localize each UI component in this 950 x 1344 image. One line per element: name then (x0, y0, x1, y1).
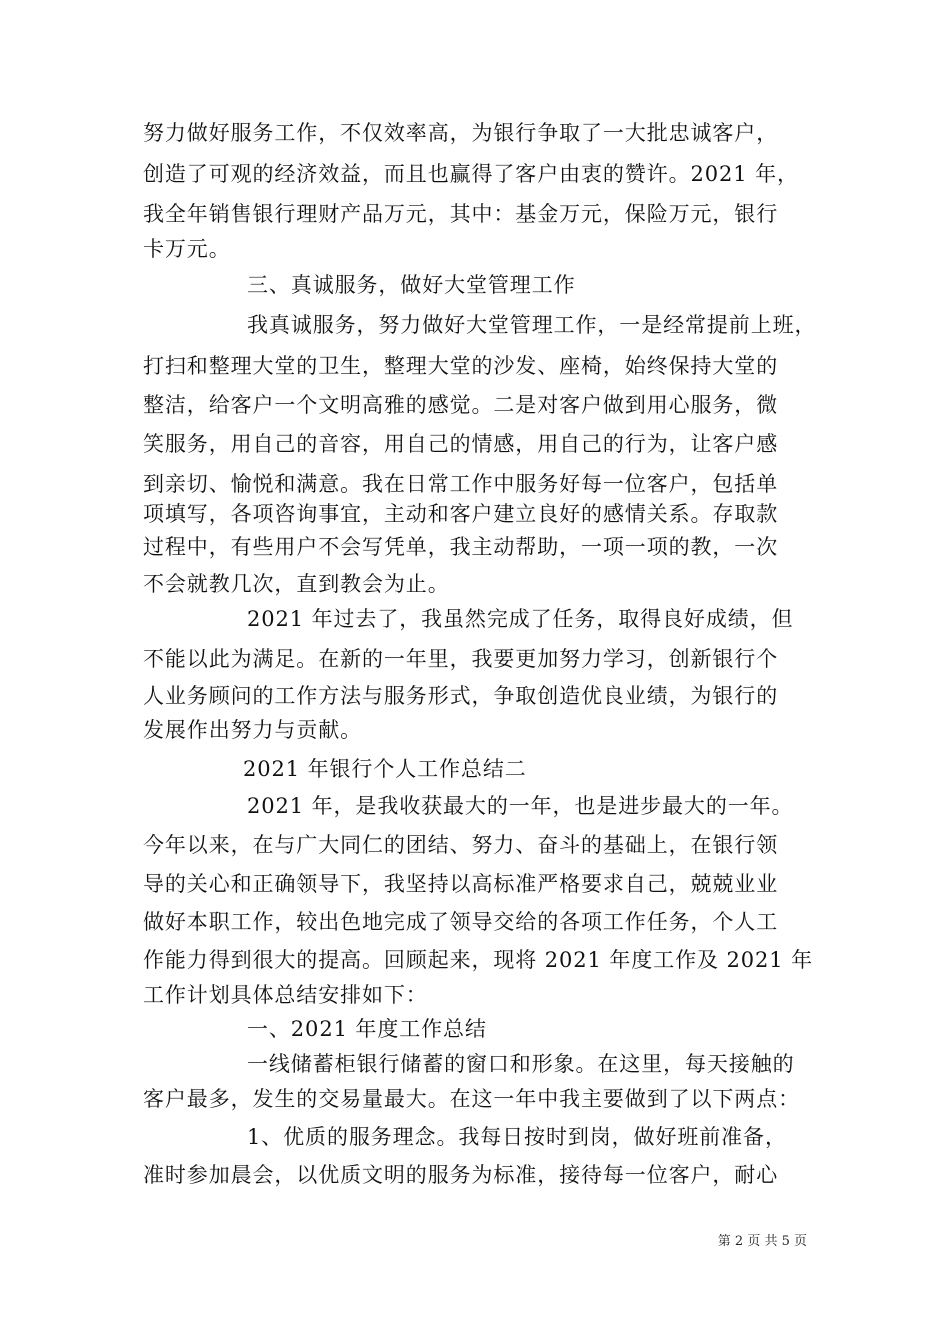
body-line: 做好本职工作，较出色地完成了领导交给的各项工作任务，个人工 (143, 910, 779, 934)
section-heading: 三、真诚服务，做好大堂管理工作 (247, 273, 576, 297)
body-line: 我全年销售银行理财产品万元，其中：基金万元，保险万元，银行 (143, 202, 779, 226)
body-line: 一线储蓄柜银行储蓄的窗口和形象。在这里，每天接触的 (247, 1052, 795, 1076)
body-line: 作能力得到很大的提高。回顾起来，现将 2021 年度工作及 2021 年 (143, 948, 813, 972)
body-line: 工作计划具体总结安排如下： (143, 983, 428, 1007)
section-heading: 一、2021 年度工作总结 (247, 1017, 487, 1041)
section-title: 2021 年银行个人工作总结二 (243, 757, 527, 781)
body-line: 项填写，各项咨询事宜，主动和客户建立良好的感情关系。存取款 (143, 502, 779, 526)
body-line: 不会就教几次，直到教会为止。 (143, 572, 450, 596)
body-line: 不能以此为满足。在新的一年里，我要更加努力学习，创新银行个 (143, 647, 779, 671)
body-line: 今年以来，在与广大同仁的团结、努力、奋斗的基础上，在银行领 (143, 833, 779, 857)
body-line: 导的关心和正确领导下，我坚持以高标准严格要求自己，兢兢业业 (143, 872, 779, 896)
body-line: 2021 年过去了，我虽然完成了任务，取得良好成绩，但 (247, 607, 794, 631)
body-line: 发展作出努力与贡献。 (143, 718, 362, 742)
body-line: 到亲切、愉悦和满意。我在日常工作中服务好每一位客户，包括单 (143, 472, 779, 496)
body-line: 过程中，有些用户不会写凭单，我主动帮助，一项一项的教，一次 (143, 535, 779, 559)
body-line: 创造了可观的经济效益，而且也赢得了客户由衷的赞许。2021 年， (143, 162, 799, 186)
body-line: 打扫和整理大堂的卫生，整理大堂的沙发、座椅，始终保持大堂的 (143, 354, 779, 378)
body-line: 1、优质的服务理念。我每日按时到岗，做好班前准备， (247, 1125, 787, 1149)
body-line: 我真诚服务，努力做好大堂管理工作，一是经常提前上班， (247, 313, 817, 337)
body-line: 人业务顾问的工作方法与服务形式，争取创造优良业绩，为银行的 (143, 684, 779, 708)
body-line: 2021 年，是我收获最大的一年，也是进步最大的一年。 (247, 794, 794, 818)
body-line: 努力做好服务工作，不仅效率高，为银行争取了一大批忠诚客户， (143, 121, 779, 145)
body-line: 准时参加晨会，以优质文明的服务为标准，接待每一位客户，耐心 (143, 1163, 779, 1187)
body-line: 卡万元。 (143, 237, 231, 261)
body-line: 整洁，给客户一个文明高雅的感觉。二是对客户做到用心服务，微 (143, 393, 779, 417)
body-line: 客户最多，发生的交易量最大。在这一年中我主要做到了以下两点： (143, 1087, 800, 1111)
page-number-footer: 第 2 页 共 5 页 (717, 1234, 807, 1249)
body-line: 笑服务，用自己的音容，用自己的情感，用自己的行为，让客户感 (143, 432, 779, 456)
